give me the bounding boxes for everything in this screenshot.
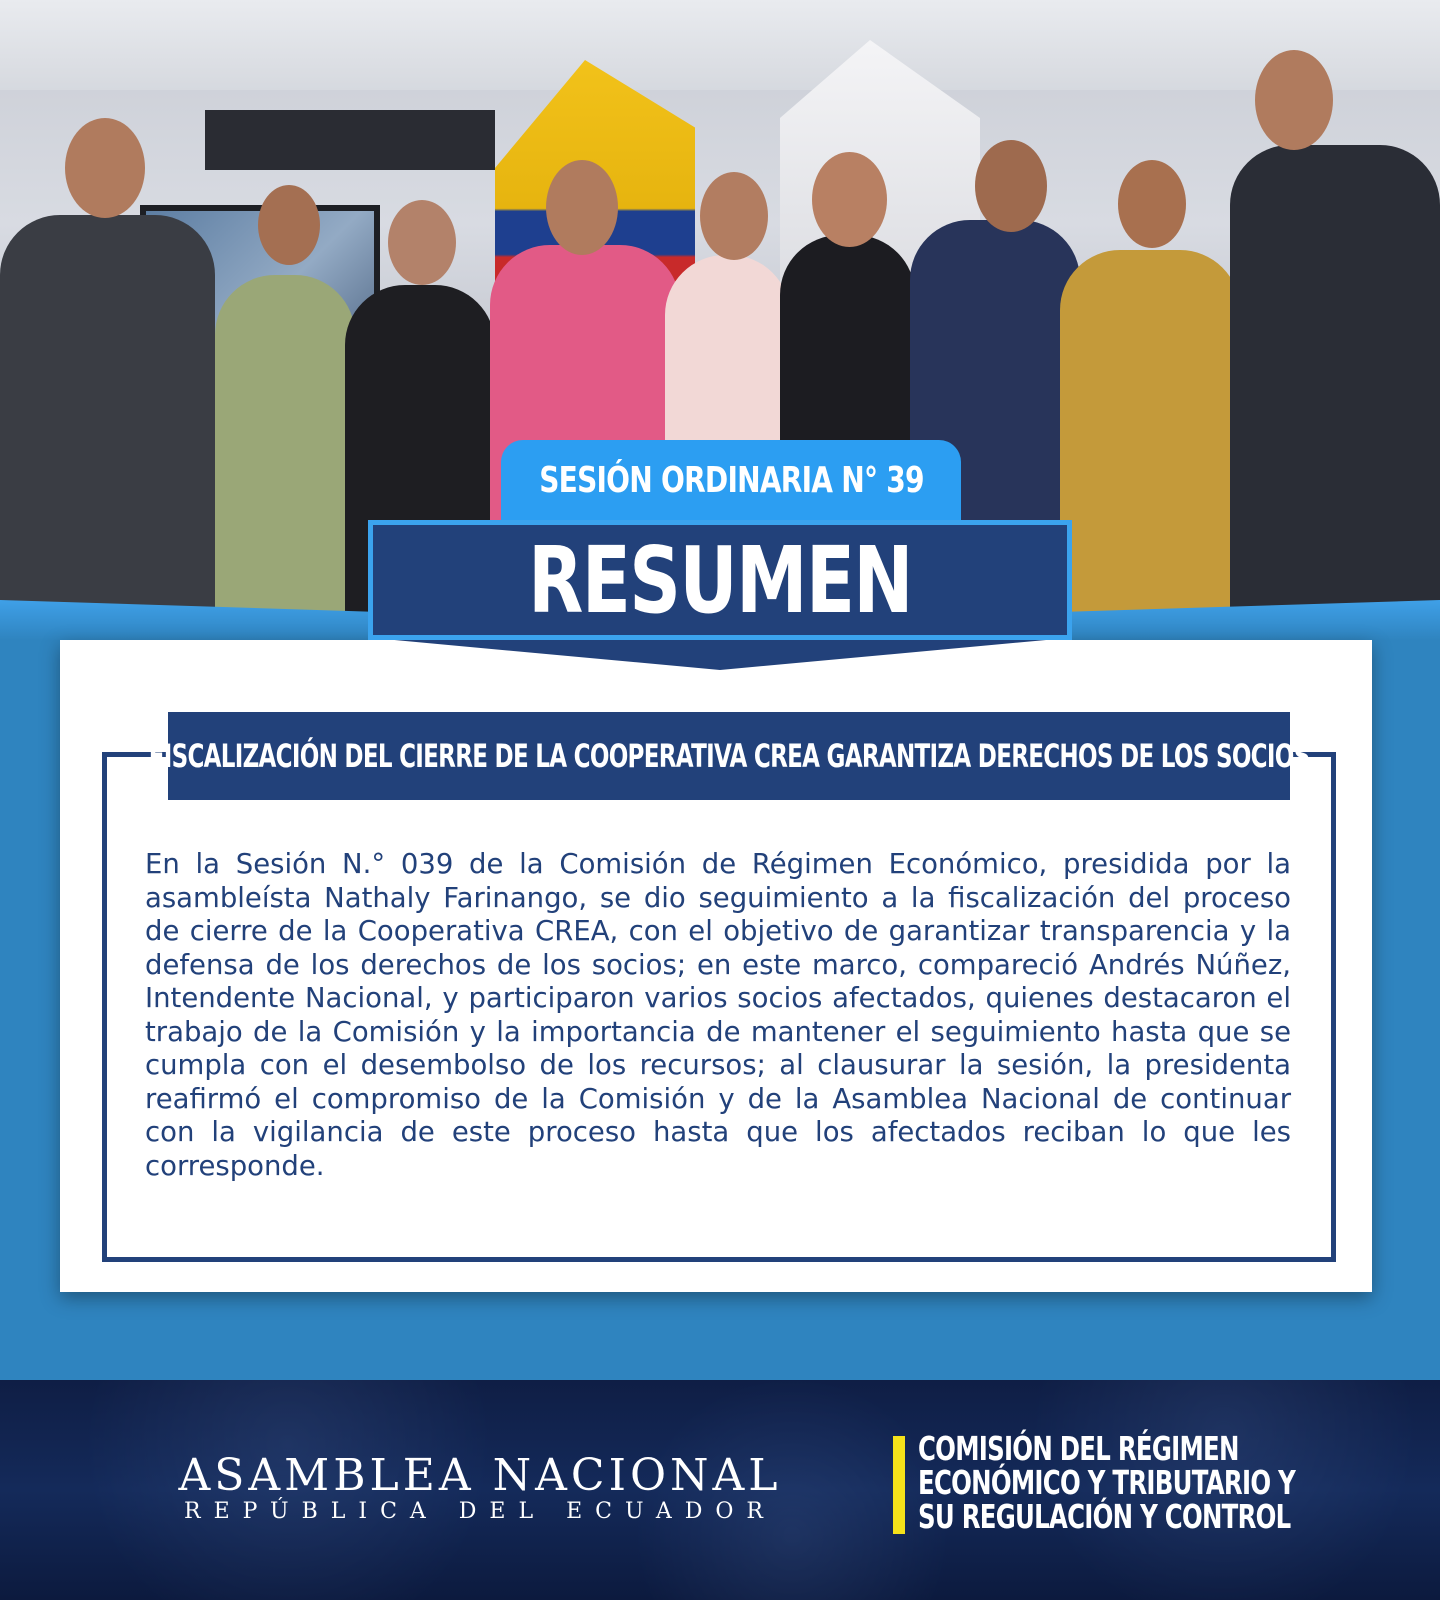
person [1230,145,1440,640]
person [1060,250,1240,640]
headline: FISCALIZACIÓN DEL CIERRE DE LA COOPERATIVA CREA GARANTIZA DERECHOS DE LOS SOCIOS [148,737,1310,775]
person [215,275,355,640]
person-head [388,200,456,285]
person-head [258,185,320,265]
person-head [65,118,145,218]
ceiling [0,0,1440,90]
summary-body: En la Sesión N.° 039 de la Comisión de Régimen Económico, presidida por la asambleísta Nathaly Farinango, se dio seguimiento a la fiscalización del proceso de cierre de la Cooperativa CREA, con el objetivo de garantizar transparencia y la defensa de los derechos de los socios; en este marco, compareció Andrés Núñez, Intendente Nacional, y participaron varios socios afectados, quienes destacaron el trabajo de la Comisión y la importancia de mantener el seguimiento hasta que se cumpla con el desembolso de los recursos; al clausurar la sesión, la presidenta reafirmó el compromiso de la Comisión y de la Asamblea Nacional de continuar con la vigilancia de este proceso hasta que los afectados reciban lo que les corresponde. [145,848,1291,1182]
page-title: RESUMEN [528,526,912,634]
yellow-accent-bar [893,1436,905,1534]
session-label: SESIÓN ORDINARIA N° 39 [538,459,924,501]
logo-title: ASAMBLEA NACIONAL [178,1450,782,1501]
person-head [812,152,887,247]
resumen-banner [368,520,1072,640]
commission-line: COMISIÓN DEL RÉGIMEN [918,1429,1239,1468]
person-head [700,172,768,260]
commission-name [918,1429,1338,1536]
person [0,215,215,640]
person-head [546,160,618,255]
person-head [1255,50,1333,150]
person-head [1118,160,1186,248]
commission-line: SU REGULACIÓN Y CONTROL [918,1497,1291,1536]
session-tab [501,440,961,520]
wall-panel [205,110,495,170]
person-head [975,140,1047,232]
commission-line: ECONÓMICO Y TRIBUTARIO Y [918,1463,1296,1502]
headline-banner [148,712,1310,800]
asamblea-nacional-logo [160,1450,800,1524]
logo-subtitle: REPÚBLICA DEL ECUADOR [184,1499,776,1524]
